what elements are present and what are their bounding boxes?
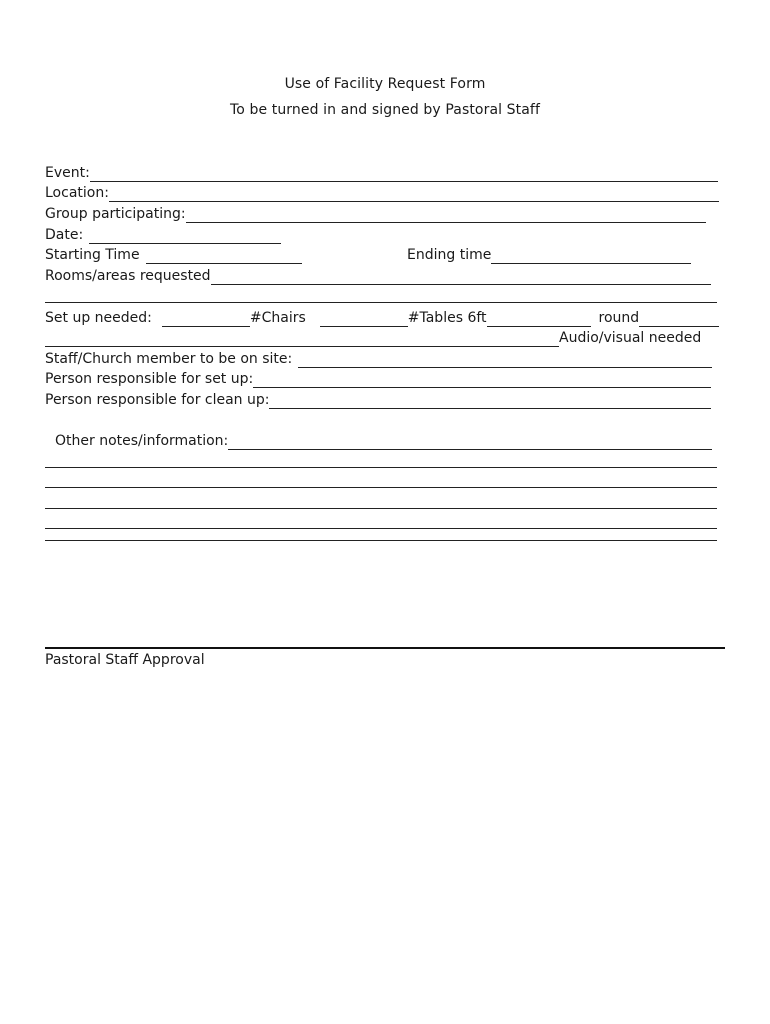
cleanup-person-row: [45, 389, 711, 409]
location-field[interactable]: [109, 187, 719, 202]
round-field[interactable]: [639, 312, 719, 327]
form-title: Use of Facility Request Form: [284, 76, 486, 92]
chairs-field[interactable]: [162, 312, 250, 327]
setup-row: [45, 307, 719, 327]
start-time-label: Starting Time: [45, 247, 140, 263]
date-field[interactable]: [89, 229, 281, 244]
group-label: Group participating:: [45, 206, 186, 222]
location-row: [45, 182, 719, 202]
av-field[interactable]: [45, 332, 559, 347]
notes-label: Other notes/information:: [55, 433, 229, 449]
round-label: round: [598, 310, 640, 326]
rooms-field[interactable]: [211, 270, 711, 285]
notes-line[interactable]: [45, 540, 717, 541]
end-time-row: [407, 244, 691, 264]
staff-onsite-field[interactable]: [298, 353, 712, 368]
group-row: [45, 203, 706, 223]
notes-row: [55, 430, 712, 450]
end-time-field[interactable]: [491, 249, 691, 264]
cleanup-person-field[interactable]: [269, 394, 711, 409]
end-time-label: Ending time: [407, 247, 492, 263]
approval-signature-line[interactable]: [45, 647, 725, 649]
approval-label: Pastoral Staff Approval: [45, 652, 205, 668]
setup-person-label: Person responsible for set up:: [45, 371, 254, 387]
tables-round-field[interactable]: [487, 312, 591, 327]
date-row: [45, 224, 281, 244]
setup-person-field[interactable]: [253, 373, 711, 388]
date-label: Date:: [45, 227, 84, 243]
notes-line[interactable]: [45, 467, 717, 468]
staff-onsite-label: Staff/Church member to be on site:: [45, 351, 293, 367]
form-subtitle: To be turned in and signed by Pastoral Staff: [230, 102, 540, 118]
av-label: Audio/visual needed: [559, 330, 702, 346]
tables-label: #Tables 6ft: [407, 310, 487, 326]
av-row: [45, 327, 701, 347]
setup-label: Set up needed:: [45, 310, 152, 326]
event-row: [45, 162, 718, 182]
notes-line[interactable]: [45, 487, 717, 488]
notes-field[interactable]: [228, 435, 712, 450]
chairs-label: #Chairs: [249, 310, 306, 326]
setup-person-row: [45, 368, 711, 388]
start-time-field[interactable]: [146, 249, 302, 264]
rooms-field-continued[interactable]: [45, 302, 717, 303]
notes-line[interactable]: [45, 508, 717, 509]
tables-field[interactable]: [320, 312, 408, 327]
location-label: Location:: [45, 185, 109, 201]
rooms-label: Rooms/areas requested: [45, 268, 211, 284]
notes-line[interactable]: [45, 528, 717, 529]
rooms-row: [45, 265, 711, 285]
group-field[interactable]: [186, 208, 706, 223]
event-label: Event:: [45, 165, 90, 181]
cleanup-person-label: Person responsible for clean up:: [45, 392, 270, 408]
start-time-row: [45, 244, 302, 264]
staff-onsite-row: [45, 348, 712, 368]
event-field[interactable]: [90, 167, 718, 182]
